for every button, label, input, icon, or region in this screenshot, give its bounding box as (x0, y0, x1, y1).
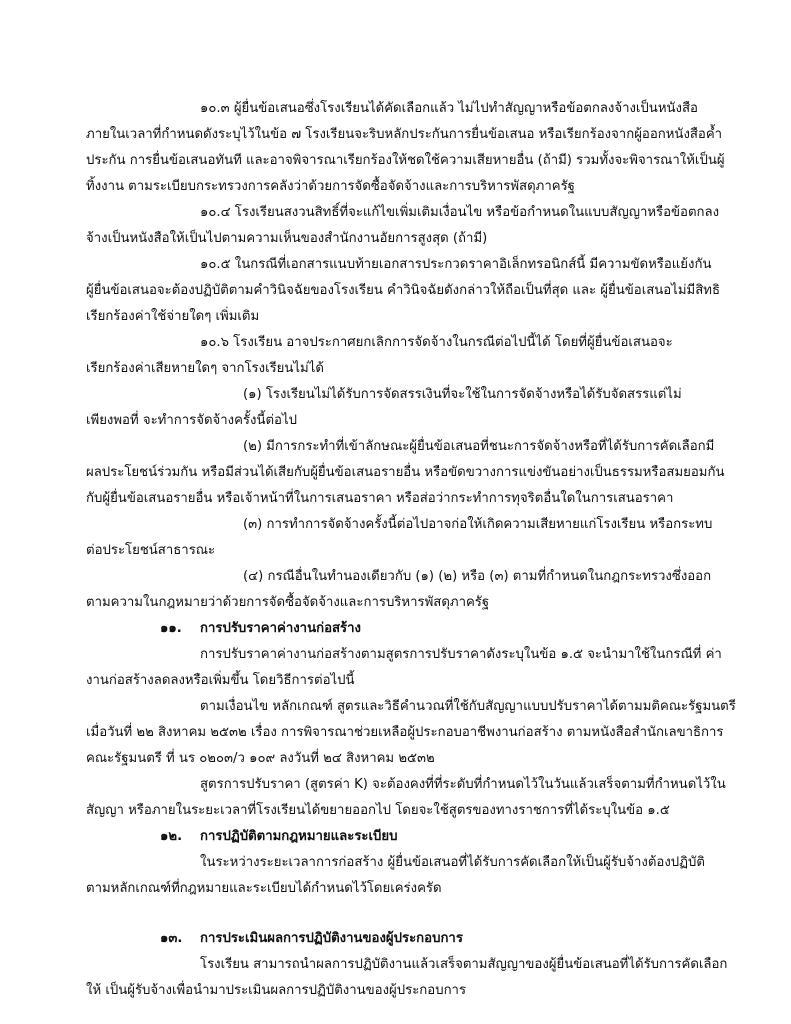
clause-10-5-line-2: ผู้ยื่นข้อเสนอจะต้องปฏิบัติตามคำวินิจฉัยของโรงเรียน คำวินิจฉัยดังกล่าวให้ถือเป็นที่สุด และ ผู้ยื่นข้อเสนอไม่มีสิทธิ (86, 283, 720, 298)
clause-10-4-line-1: ๑๐.๔ โรงเรียนสงวนสิทธิ์ที่จะแก้ไขเพิ่มเติมเงื่อนไข หรือข้อกำหนดในแบบสัญญาหรือข้อตกลง (200, 205, 720, 220)
section-12-line-1: ในระหว่างระยะเวลาการก่อสร้าง ผู้ยื่นข้อเสนอที่ได้รับการคัดเลือกให้เป็นผู้รับจ้างต้องปฏิบัติ (200, 855, 705, 870)
clause-10-5-line-1: ๑๐.๕ ในกรณีที่เอกสารแนบท้ายเอกสารประกวดราคาอิเล็กทรอนิกส์นี้ มีความขัดหรือแย้งกัน (200, 257, 712, 272)
clause-10-3-line-3: ประกัน การยื่นข้อเสนอทันที และอาจพิจารณาเรียกร้องให้ชดใช้ความเสียหายอื่น (ถ้ามี) รวมทั้งจะพิจารณาให้เป็นผู้ (86, 153, 725, 168)
section-13-number: ๑๓. (160, 931, 183, 946)
section-12-title: การปฏิบัติตามกฎหมายและระเบียบ (200, 829, 398, 844)
section-11-line-5: คณะรัฐมนตรี ที่ นร ๐๒๐๓/ว ๑๐๙ ลงวันที่ ๒๔ สิงหาคม ๒๕๓๒ (86, 751, 435, 766)
clause-10-3-line-4: ทิ้งงาน ตามระเบียบกระทรวงการคลังว่าด้วยการจัดซื้อจัดจ้างและการบริหารพัสดุภาครัฐ (86, 179, 575, 194)
clause-10-6-line-1: ๑๐.๖ โรงเรียน อาจประกาศยกเลิกการจัดจ้างในกรณีต่อไปนี้ได้ โดยที่ผู้ยื่นข้อเสนอจะ (200, 335, 673, 350)
section-12-number: ๑๒. (160, 829, 183, 844)
section-13-title: การประเมินผลการปฏิบัติงานของผู้ประกอบการ (200, 931, 463, 946)
clause-10-3-line-2: ภายในเวลาที่กำหนดดังระบุไว้ในข้อ ๗ โรงเรียนจะริบหลักประกันการยื่นข้อเสนอ หรือเรียกร้องจากผู้ออกหนังสือค้ำ (86, 127, 723, 142)
section-11-line-3: ตามเงื่อนไข หลักเกณฑ์ สูตรและวิธีคำนวณที่ใช้กับสัญญาแบบปรับราคาได้ตามมติคณะรัฐมนตรี (200, 699, 736, 714)
subclause-3-line-1: (๓) การทำการจัดจ้างครั้งนี้ต่อไปอาจก่อให้เกิดความเสียหายแก่โรงเรียน หรือกระทบ (243, 517, 713, 532)
subclause-4-line-2: ตามความในกฎหมายว่าด้วยการจัดซื้อจัดจ้างและการบริหารพัสดุภาครัฐ (86, 595, 490, 610)
subclause-2-line-3: กับผู้ยื่นข้อเสนอรายอื่น หรือเจ้าหน้าที่ในการเสนอราคา หรือส่อว่ากระทำการทุจริตอื่นใดในการเสนอราคา (86, 491, 674, 506)
clause-10-6-line-2: เรียกร้องค่าเสียหายใดๆ จากโรงเรียนไม่ได้ (86, 361, 324, 376)
subclause-4-line-1: (๔) กรณีอื่นในทำนองเดียวกับ (๑) (๒) หรือ (๓) ตามที่กำหนดในกฎกระทรวงซึ่งออก (243, 569, 712, 584)
subclause-2-line-1: (๒) มีการกระทำที่เข้าลักษณะผู้ยื่นข้อเสนอที่ชนะการจัดจ้างหรือที่ได้รับการคัดเลือกมี (243, 439, 715, 454)
section-13-line-2: ให้ เป็นผู้รับจ้างเพื่อนำมาประเมินผลการปฏิบัติงานของผู้ประกอบการ (86, 983, 467, 998)
section-11-line-7: สัญญา หรือภายในระยะเวลาที่โรงเรียนได้ขยายออกไป โดยจะใช้สูตรของทางราชการที่ได้ระบุในข้อ ๑.๕ (86, 803, 670, 818)
subclause-1-line-2: เพียงพอที่ จะทำการจัดจ้างครั้งนี้ต่อไป (86, 413, 297, 428)
section-12-heading (160, 828, 397, 846)
subclause-1-line-1: (๑) โรงเรียนไม่ได้รับการจัดสรรเงินที่จะใช้ในการจัดจ้างหรือได้รับจัดสรรแต่ไม่ (243, 387, 682, 402)
section-13-line-1: โรงเรียน สามารถนำผลการปฏิบัติงานแล้วเสร็จตามสัญญาของผู้ยื่นข้อเสนอที่ได้รับการคัดเลือก (200, 957, 728, 972)
section-11-line-4: เมื่อวันที่ ๒๒ สิงหาคม ๒๕๓๒ เรื่อง การพิจารณาช่วยเหลือผู้ประกอบอาชีพงานก่อสร้าง ตามหนังสือสำนักเลขาธิการ (86, 725, 724, 740)
section-11-line-2: งานก่อสร้างลดลงหรือเพิ่มขึ้น โดยวิธีการต่อไปนี้ (86, 673, 355, 688)
section-11-line-6: สูตรการปรับราคา (สูตรค่า K) จะต้องคงที่ที่ระดับที่กำหนดไว้ในวันแล้วเสร็จตามที่กำหนดไว้ใน (200, 777, 726, 792)
section-11-line-1: การปรับราคาค่างานก่อสร้างตามสูตรการปรับราคาดังระบุในข้อ ๑.๕ จะนำมาใช้ในกรณีที่ ค่า (200, 647, 722, 662)
subclause-2-line-2: ผลประโยชน์ร่วมกัน หรือมีส่วนได้เสียกับผู้ยื่นข้อเสนอรายอื่น หรือขัดขวางการแข่งขันอย่างเป็นธรรมหรือสมยอมกัน (86, 465, 725, 480)
clause-10-3-line-1: ๑๐.๓ ผู้ยื่นข้อเสนอซึ่งโรงเรียนได้คัดเลือกแล้ว ไม่ไปทำสัญญาหรือข้อตกลงจ้างเป็นหนังสือ (200, 101, 698, 116)
clause-10-4-line-2: จ้างเป็นหนังสือให้เป็นไปตามความเห็นของสำนักงานอัยการสูงสุด (ถ้ามี) (86, 231, 488, 246)
subclause-3-line-2: ต่อประโยชน์สาธารณะ (86, 543, 216, 558)
section-12-line-2: ตามหลักเกณฑ์ที่กฎหมายและระเบียบได้กำหนดไว้โดยเคร่งครัด (86, 881, 442, 896)
section-11-number: ๑๑. (160, 621, 182, 636)
section-13-heading (160, 930, 463, 948)
section-11-title: การปรับราคาค่างานก่อสร้าง (200, 621, 361, 636)
clause-10-5-line-3: เรียกร้องค่าใช้จ่ายใดๆ เพิ่มเติม (86, 309, 260, 324)
section-11-heading (160, 620, 361, 638)
